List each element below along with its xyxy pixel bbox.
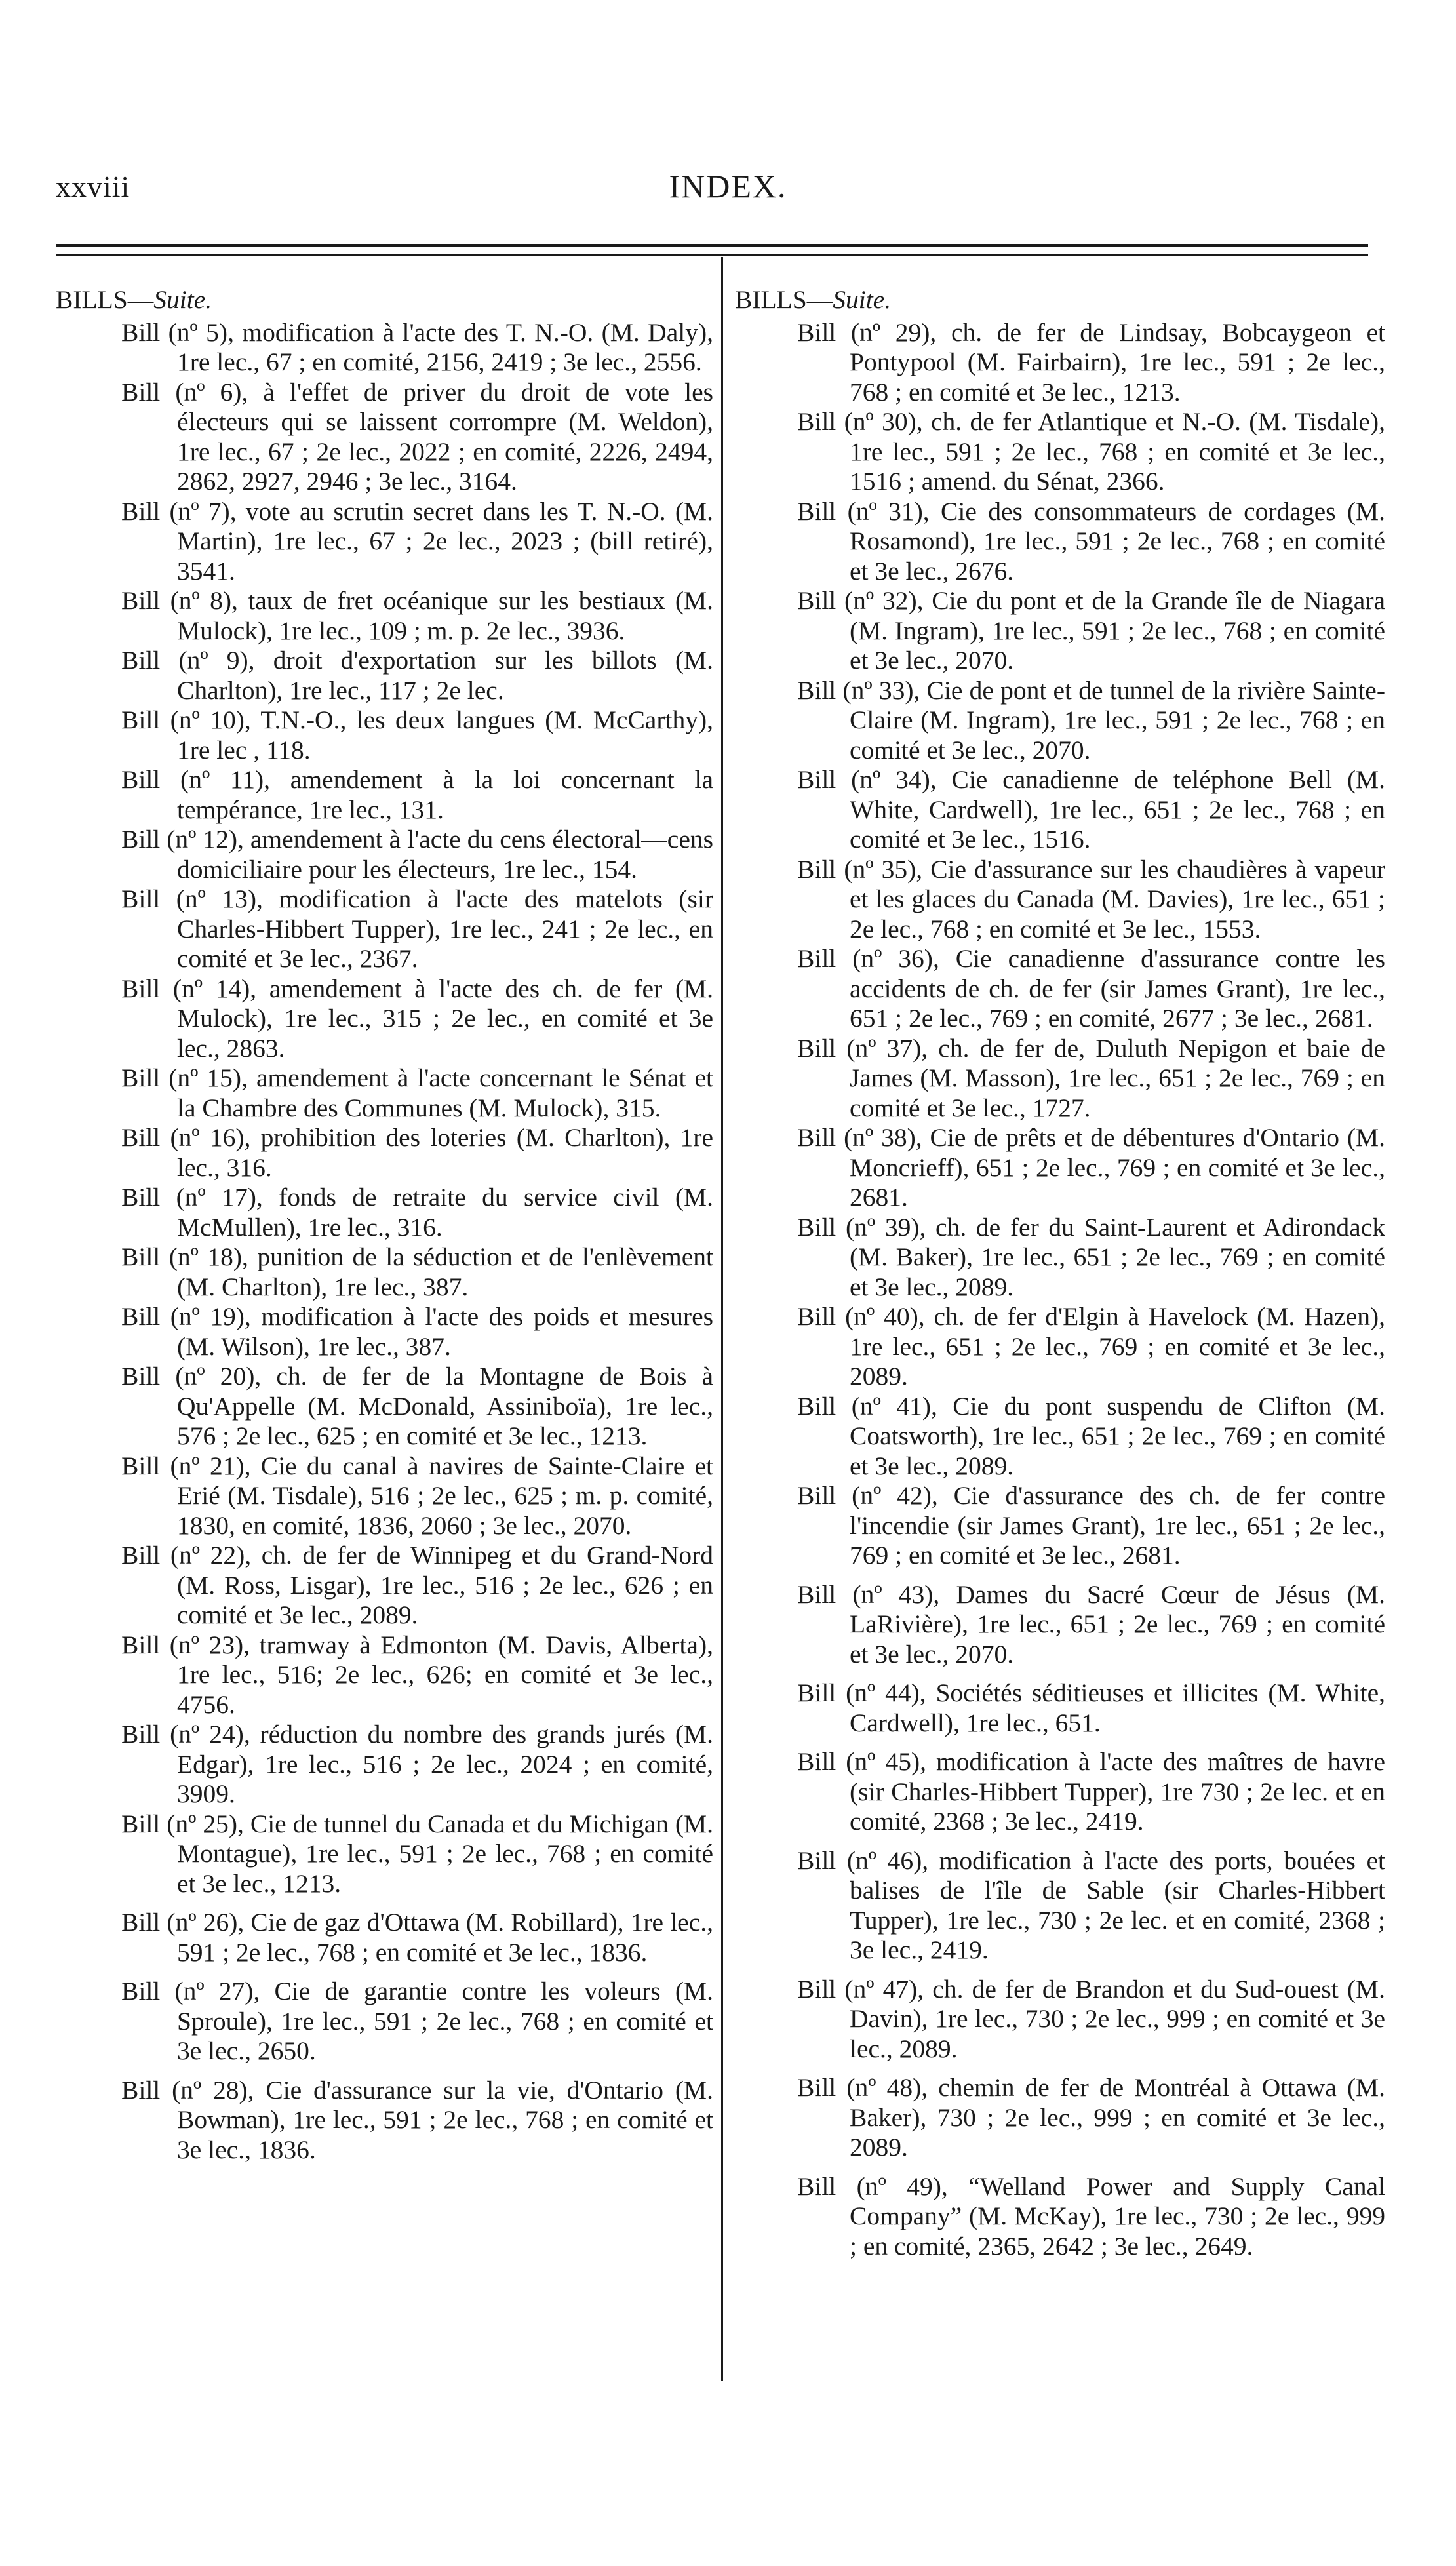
index-entry: Bill (nº 20), ch. de fer de la Montagne de Bois à Qu'Appelle (M. McDonald, Assiniboïa), 1re lec., 576 ; 2e lec., 625 ; en comité et 3e lec., 1213. (121, 1362, 713, 1450)
index-entry: Bill (nº 11), amendement à la loi concernant la tempérance, 1re lec., 131. (121, 765, 713, 824)
section-suffix: Suite. (833, 285, 892, 314)
index-entry: Bill (nº 27), Cie de garantie contre les voleurs (M. Sproule), 1re lec., 591 ; 2e lec., 768 ; en comité et 3e lec., 2650. (121, 1977, 713, 2065)
index-entry: Bill (nº 37), ch. de fer de, Duluth Nepigon et baie de James (M. Masson), 1re lec., 651 ; 2e lec., 769 ; en comité et 3e lec., 1727. (797, 1033, 1385, 1122)
index-entry: Bill (nº 5), modification à l'acte des T. N.-O. (M. Daly), 1re lec., 67 ; en comité, 2156, 2419 ; 3e lec., 2556. (121, 317, 713, 376)
index-entry: Bill (nº 24), réduction du nombre des grands jurés (M. Edgar), 1re lec., 516 ; 2e lec., 2024 ; en comité, 3909. (121, 1720, 713, 1808)
index-entry: Bill (nº 8), taux de fret océanique sur les bestiaux (M. Mulock), 1re lec., 109 ; m. p. 2e lec., 3936. (121, 586, 713, 645)
index-entry: Bill (nº 33), Cie de pont et de tunnel de la rivière Sainte-Claire (M. Ingram), 1re lec., 591 ; 2e lec., 768 ; en comité et 3e lec., 2070. (797, 675, 1385, 764)
index-entry: Bill (nº 14), amendement à l'acte des ch. de fer (M. Mulock), 1re lec., 315 ; 2e lec., en comité et 3e lec., 2863. (121, 974, 713, 1063)
index-entry: Bill (nº 31), Cie des consommateurs de cordages (M. Rosamond), 1re lec., 591 ; 2e lec., 768 ; en comité et 3e lec., 2676. (797, 496, 1385, 585)
index-entry: Bill (nº 18), punition de la séduction et de l'enlèvement (M. Charlton), 1re lec., 387. (121, 1242, 713, 1301)
index-entry: Bill (nº 34), Cie canadienne de teléphone Bell (M. White, Cardwell), 1re lec., 651 ; 2e lec., 768 ; en comité et 3e lec., 1516. (797, 765, 1385, 854)
index-entry: Bill (nº 30), ch. de fer Atlantique et N.-O. (M. Tisdale), 1re lec., 591 ; 2e lec., 768 ; en comité et 3e lec., 1516 ; amend. du Sénat, 2366. (797, 407, 1385, 496)
index-entry: Bill (nº 21), Cie du canal à navires de Sainte-Claire et Erié (M. Tisdale), 516 ; 2e lec., 625 ; m. p. comité, 1830, en comité, 1836, 2060 ; 3e lec., 2070. (121, 1451, 713, 1540)
index-entry: Bill (nº 9), droit d'exportation sur les billots (M. Charlton), 1re lec., 117 ; 2e lec. (121, 646, 713, 705)
index-entry: Bill (nº 12), amendement à l'acte du cens électoral—cens domiciliaire pour les électeurs, 1re lec., 154. (121, 825, 713, 884)
index-entry: Bill (nº 41), Cie du pont suspendu de Clifton (M. Coatsworth), 1re lec., 651 ; 2e lec., 769 ; en comité et 3e lec., 2089. (797, 1391, 1385, 1480)
index-entry: Bill (nº 7), vote au scrutin secret dans les T. N.-O. (M. Martin), 1re lec., 67 ; 2e lec., 2023 ; (bill retiré), 3541. (121, 496, 713, 585)
column-divider (721, 257, 723, 2381)
index-entry: Bill (nº 28), Cie d'assurance sur la vie, d'Ontario (M. Bowman), 1re lec., 591 ; 2e lec., 768 ; en comité et 3e lec., 1836. (121, 2075, 713, 2164)
index-entry: Bill (nº 6), à l'effet de priver du droit de vote les électeurs qui se laissent corrompre (M. Weldon), 1re lec., 67 ; 2e lec., 2022 ; en comité, 2226, 2494, 2862, 2927, 2946 ; 3e lec., 3164. (121, 377, 713, 496)
index-entry: Bill (nº 32), Cie du pont et de la Grande île de Niagara (M. Ingram), 1re lec., 591 ; 2e lec., 768 ; en comité et 3e lec., 2070. (797, 586, 1385, 675)
section-suffix: Suite. (153, 285, 212, 314)
index-entry: Bill (nº 46), modification à l'acte des ports, bouées et balises de l'île de Sable (sir Charles-Hibbert Tupper), 1re lec., 730 ; 2e lec. et en comité, 2368 ; 3e lec., 2419. (797, 1846, 1385, 1964)
index-entry: Bill (nº 13), modification à l'acte des matelots (sir Charles-Hibbert Tupper), 1re lec., 241 ; 2e lec., en comité et 3e lec., 2367. (121, 884, 713, 973)
index-entry: Bill (nº 16), prohibition des loteries (M. Charlton), 1re lec., 316. (121, 1123, 713, 1182)
index-entry: Bill (nº 49), “Welland Power and Supply Canal Company” (M. McKay), 1re lec., 730 ; 2e lec., 999 ; en comité, 2365, 2642 ; 3e lec., 2649. (797, 2171, 1385, 2260)
index-entry: Bill (nº 39), ch. de fer du Saint-Laurent et Adirondack (M. Baker), 1re lec., 651 ; 2e lec., 769 ; en comité et 3e lec., 2089. (797, 1212, 1385, 1301)
section-heading (735, 285, 1385, 315)
section-heading (56, 285, 713, 315)
index-entry: Bill (nº 36), Cie canadienne d'assurance contre les accidents de ch. de fer (sir James Grant), 1re lec., 651 ; 2e lec., 769 ; en comité, 2677 ; 3e lec., 2681. (797, 944, 1385, 1033)
index-entry: Bill (nº 43), Dames du Sacré Cœur de Jésus (M. LaRivière), 1re lec., 651 ; 2e lec., 769 ; en comité et 3e lec., 2070. (797, 1579, 1385, 1668)
index-entry: Bill (nº 48), chemin de fer de Montréal à Ottawa (M. Baker), 730 ; 2e lec., 999 ; en comité et 3e lec., 2089. (797, 2073, 1385, 2161)
index-entry: Bill (nº 38), Cie de prêts et de débentures d'Ontario (M. Moncrieff), 651 ; 2e lec., 769 ; en comité et 3e lec., 2681. (797, 1123, 1385, 1212)
right-column (735, 285, 1385, 2261)
section-title: BILLS— (735, 285, 833, 314)
page-title: INDEX. (669, 168, 787, 205)
left-column (56, 285, 713, 2165)
section-title: BILLS— (56, 285, 154, 314)
index-entry: Bill (nº 19), modification à l'acte des poids et mesures (M. Wilson), 1re lec., 387. (121, 1302, 713, 1361)
index-entry: Bill (nº 15), amendement à l'acte concernant le Sénat et la Chambre des Communes (M. Mulock), 315. (121, 1063, 713, 1122)
header-rule-thin (56, 254, 1368, 256)
index-entry: Bill (nº 10), T.N.-O., les deux langues (M. McCarthy), 1re lec , 118. (121, 705, 713, 764)
index-entry: Bill (nº 26), Cie de gaz d'Ottawa (M. Robillard), 1re lec., 591 ; 2e lec., 768 ; en comité et 3e lec., 1836. (121, 1908, 713, 1967)
index-entry: Bill (nº 35), Cie d'assurance sur les chaudières à vapeur et les glaces du Canada (M. Davies), 1re lec., 651 ; 2e lec., 768 ; en comité et 3e lec., 1553. (797, 854, 1385, 943)
index-entry: Bill (nº 42), Cie d'assurance des ch. de fer contre l'incendie (sir James Grant), 1re lec., 651 ; 2e lec., 769 ; en comité et 3e lec., 2681. (797, 1481, 1385, 1569)
header-rule-thick (56, 244, 1368, 247)
index-entry: Bill (nº 45), modification à l'acte des maîtres de havre (sir Charles-Hibbert Tupper), 1re 730 ; 2e lec. et en comité, 2368 ; 3e lec., 2419. (797, 1747, 1385, 1836)
index-entry: Bill (nº 17), fonds de retraite du service civil (M. McMullen), 1re lec., 316. (121, 1183, 713, 1242)
index-entry: Bill (nº 40), ch. de fer d'Elgin à Havelock (M. Hazen), 1re lec., 651 ; 2e lec., 769 ; en comité et 3e lec., 2089. (797, 1302, 1385, 1391)
index-entry: Bill (nº 29), ch. de fer de Lindsay, Bobcaygeon et Pontypool (M. Fairbairn), 1re lec., 591 ; 2e lec., 768 ; en comité et 3e lec., 1213. (797, 317, 1385, 406)
index-entry: Bill (nº 22), ch. de fer de Winnipeg et du Grand-Nord (M. Ross, Lisgar), 1re lec., 516 ; 2e lec., 626 ; en comité et 3e lec., 2089. (121, 1541, 713, 1629)
page-number: xxviii (56, 170, 130, 203)
index-entry: Bill (nº 44), Sociétés séditieuses et illicites (M. White, Cardwell), 1re lec., 651. (797, 1678, 1385, 1737)
index-entry: Bill (nº 25), Cie de tunnel du Canada et du Michigan (M. Montague), 1re lec., 591 ; 2e lec., 768 ; en comité et 3e lec., 1213. (121, 1809, 713, 1898)
index-entry: Bill (nº 47), ch. de fer de Brandon et du Sud-ouest (M. Davin), 1re lec., 730 ; 2e lec., 999 ; en comité et 3e lec., 2089. (797, 1974, 1385, 2063)
index-entry: Bill (nº 23), tramway à Edmonton (M. Davis, Alberta), 1re lec., 516; 2e lec., 626; en comité et 3e lec., 4756. (121, 1630, 713, 1719)
